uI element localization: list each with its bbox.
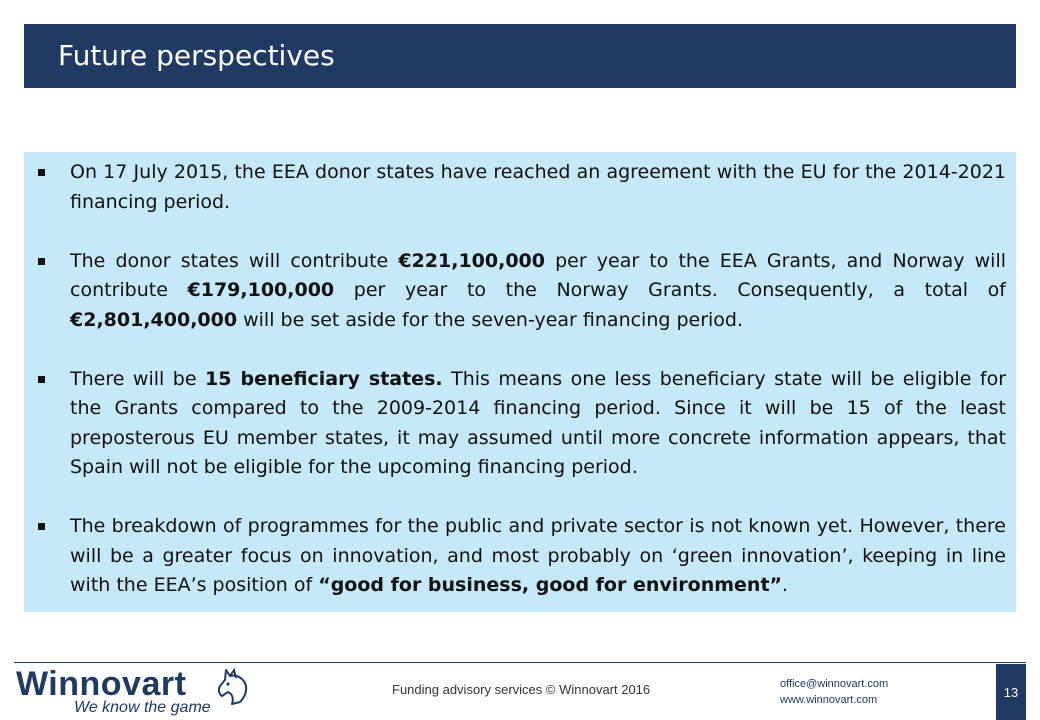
bullet-item <box>38 365 1006 483</box>
bullet-text: . <box>782 574 789 596</box>
bullet-marker-icon <box>38 523 45 530</box>
bullet-text: per year to the Norway Grants. Consequently, a total of <box>334 279 1006 301</box>
bullet-item <box>38 512 1006 601</box>
page-number <box>996 664 1026 720</box>
bullet-text: There will be <box>70 367 205 390</box>
content-box <box>24 152 1016 612</box>
bullet-marker-icon <box>38 376 45 383</box>
bullet-text: will be set aside for the seven-year financing period. <box>237 308 744 331</box>
bullet-text: This means one less beneficiary state will be eligible for the Grants compared to the 2009-2014 financing period. Since it will be 15 of the least preposterous EU member states, it may assumed until more concrete information appears, that Spain will not be eligible for the upcoming financing period. <box>70 367 1007 478</box>
footer-divider <box>14 662 1026 663</box>
contact-website: www.winnovart.com <box>780 694 878 706</box>
logo-text: Winnovart <box>16 665 187 703</box>
bullet-marker-icon <box>38 169 45 176</box>
contact-info <box>780 676 888 708</box>
footer-copyright: Funding advisory services © Winnovart 2016 <box>392 682 651 697</box>
bullet-text: The breakdown of programmes for the public and private sector is not known yet. However, there will be a greater focus on innovation, and most probably on ‘green innovation’, keeping in line with the EEA’s position of <box>70 515 1006 596</box>
tagline: We know the game <box>74 699 211 716</box>
bullet-item <box>38 247 1006 336</box>
bullet-bold-text: “good for business, good for environment” <box>318 574 783 596</box>
slide-title: Future perspectives <box>58 39 335 72</box>
page-number-text: 13 <box>1003 684 1019 700</box>
bullet-list <box>38 158 1006 601</box>
bullet-item <box>38 158 1006 217</box>
title-bar <box>24 24 1016 88</box>
bullet-text: per year to the EEA Grants, and Norway will contribute <box>70 249 1007 301</box>
bullet-bold-text: €179,100,000 <box>187 279 335 301</box>
bullet-text: On 17 July 2015, the EEA donor states have reached an agreement with the EU for the 2014-2021 financing period. <box>70 161 1006 213</box>
bullet-marker-icon <box>38 258 45 265</box>
bullet-bold-text: €221,100,000 <box>398 249 545 272</box>
bullet-bold-text: 15 beneficiary states. <box>205 367 443 390</box>
horse-head-icon <box>214 666 250 706</box>
bullet-text: The donor states will contribute <box>70 249 399 272</box>
bullet-bold-text: €2,801,400,000 <box>70 308 238 331</box>
contact-email: office@winnovart.com <box>780 678 889 690</box>
